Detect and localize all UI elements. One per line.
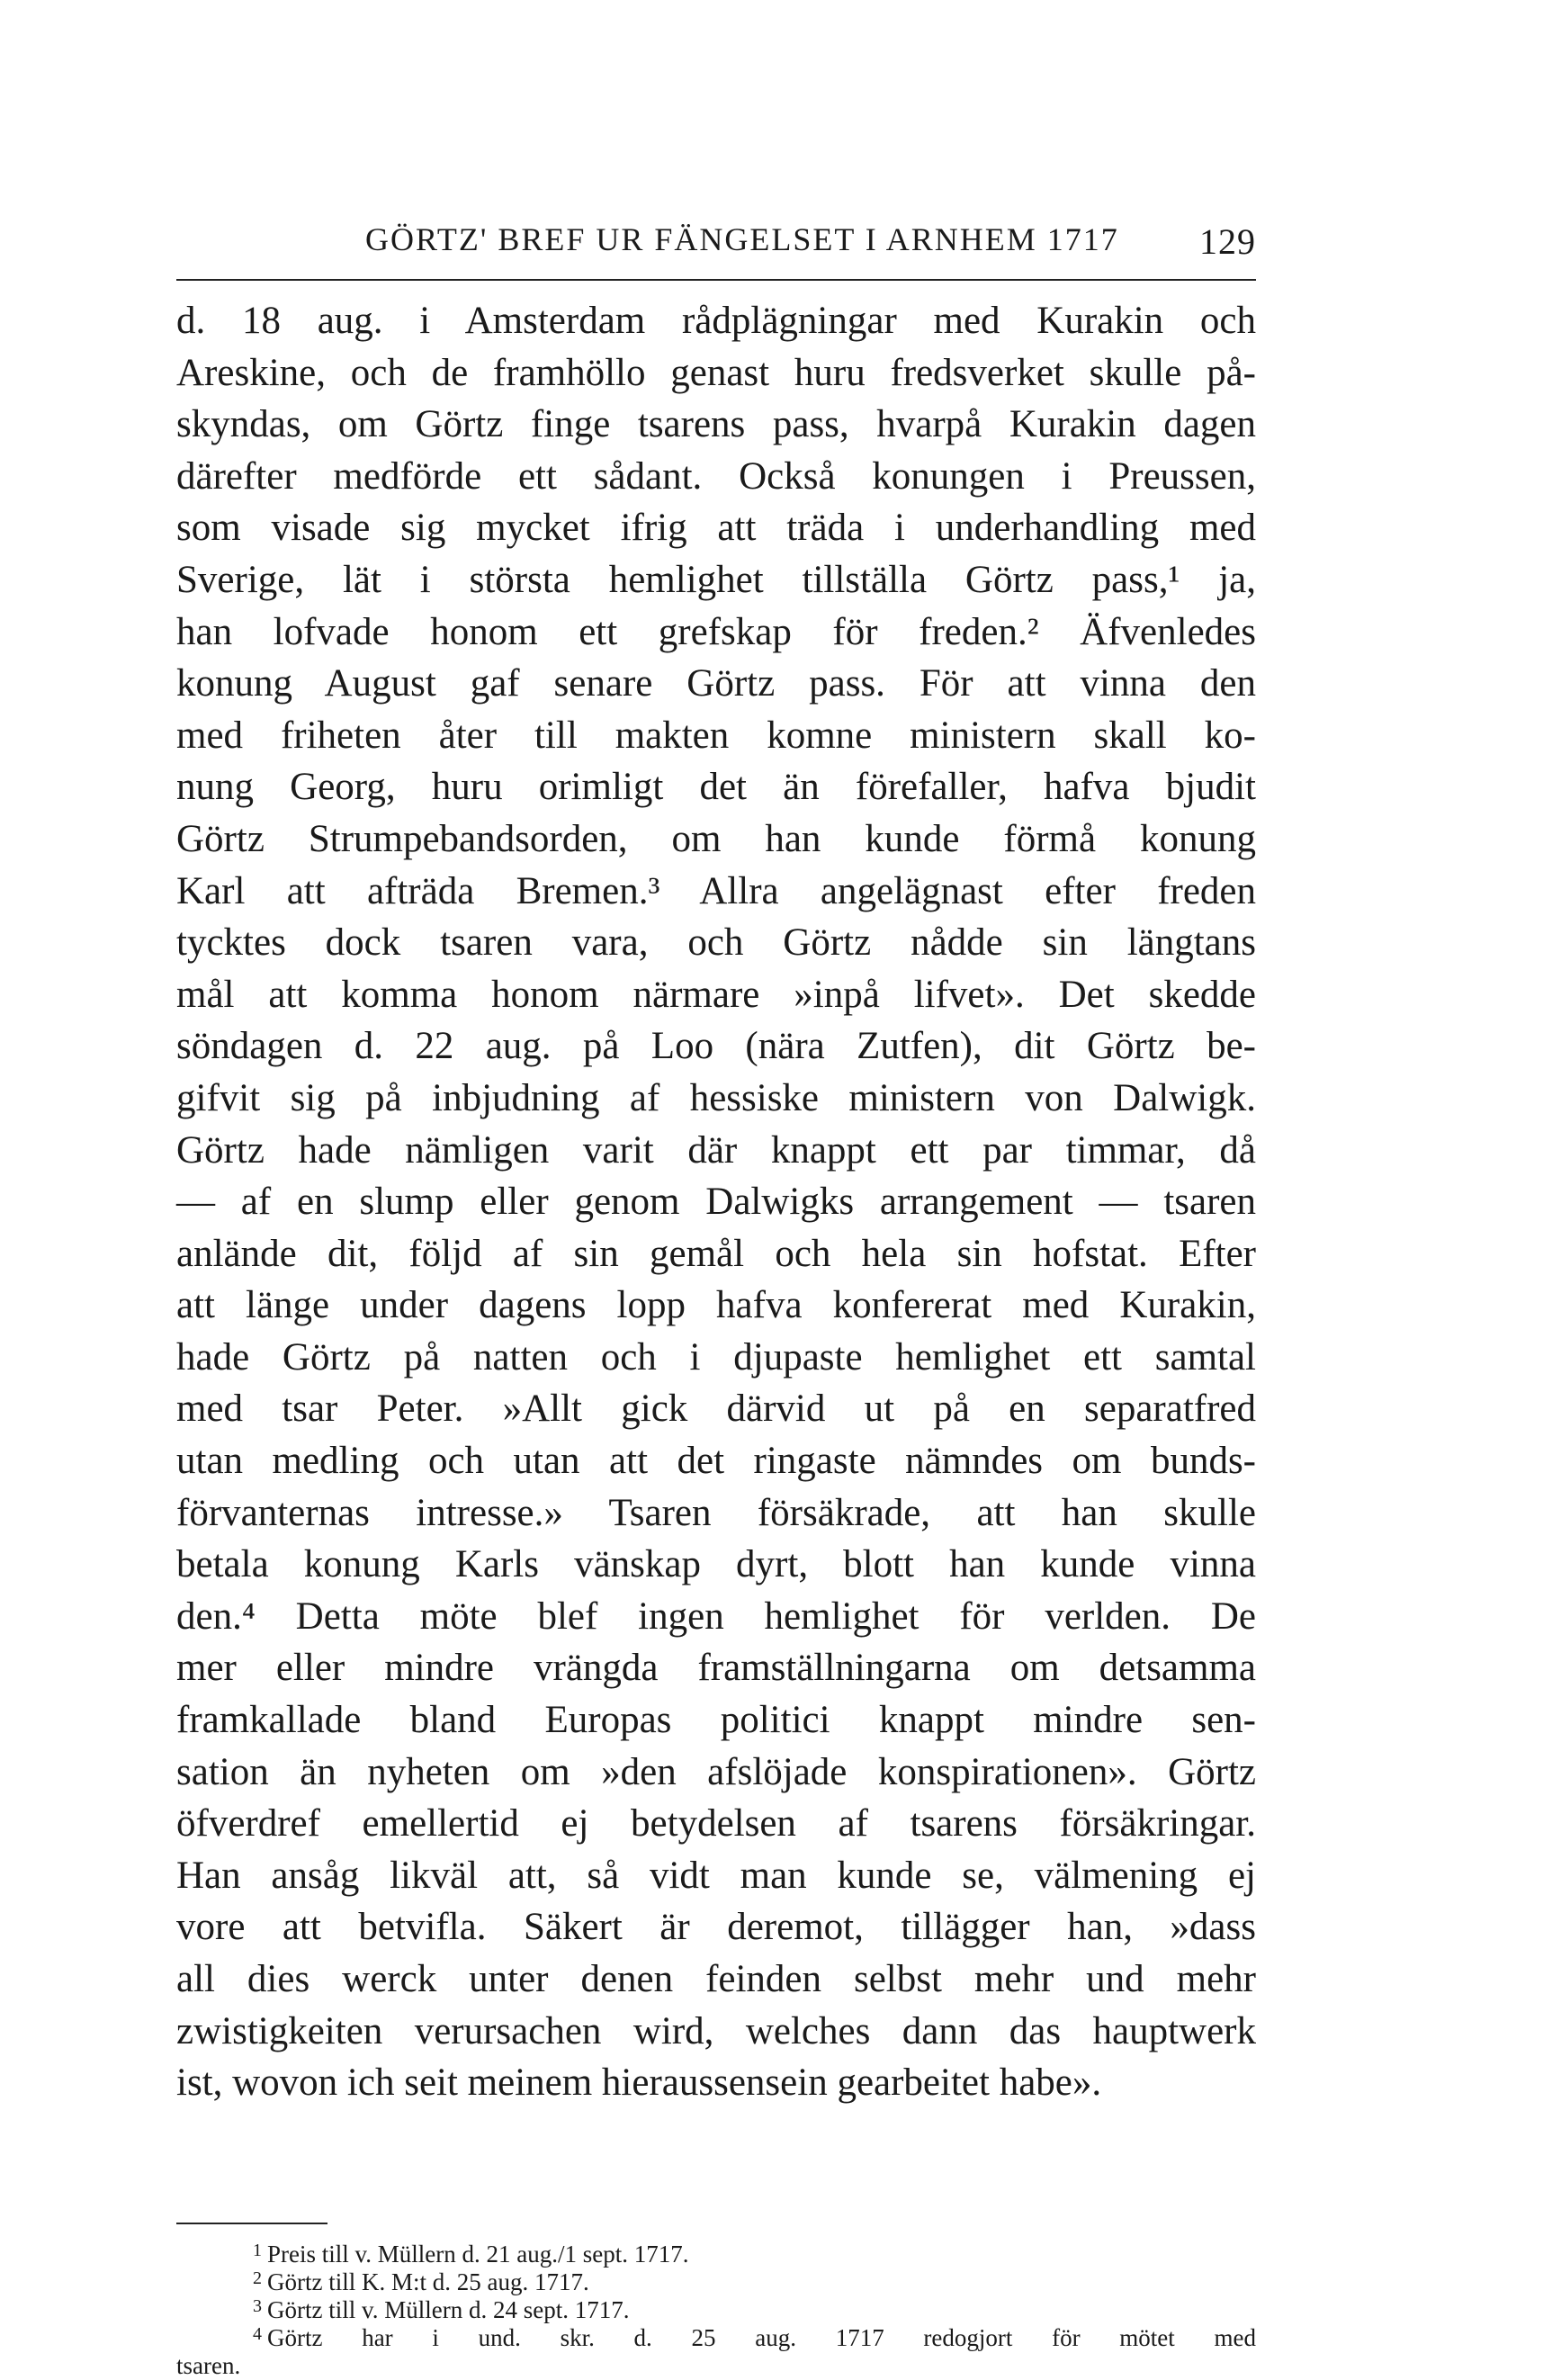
body-line: skyndas, om Görtz finge tsarens pass, hvarpå Kurakin dagen <box>176 403 1256 446</box>
footnote-rule <box>176 2223 327 2224</box>
body-line: söndagen d. 22 aug. på Loo (nära Zutfen), dit Görtz be- <box>176 1025 1256 1068</box>
body-line: mer eller mindre vrängda framställningarna om detsamma <box>176 1647 1256 1690</box>
body-text <box>176 295 1256 2109</box>
body-line: att länge under dagens lopp hafva konfererat med Kurakin, <box>176 1284 1256 1327</box>
body-line: förvanternas intresse.» Tsaren försäkrade, att han skulle <box>176 1491 1256 1534</box>
body-line: Sverige, lät i största hemlighet tillställa Görtz pass,¹ ja, <box>176 558 1256 601</box>
body-line: den.⁴ Detta möte blef ingen hemlighet för verlden. De <box>176 1594 1256 1638</box>
footnote-text: Görtz till K. M:t d. 25 aug. 1717. <box>267 2268 589 2295</box>
running-title: GÖRTZ' BREF UR FÄNGELSET I ARNHEM 1717 <box>365 221 1119 257</box>
body-line: all dies werck unter denen feinden selbst mehr und mehr <box>176 1958 1256 2000</box>
body-line: ist, wovon ich seit meinem hieraussensein gearbeitet habe». <box>176 2061 1102 2105</box>
footnotes <box>176 2241 1256 2380</box>
footnote-4-continuation: tsaren. <box>176 2352 241 2379</box>
body-line: d. 18 aug. i Amsterdam rådplägningar med Kurakin och <box>176 300 1256 342</box>
footnote-text: Preis till v. Müllern d. 21 aug./1 sept. 1717. <box>267 2241 689 2268</box>
body-line: sation än nyheten om »den afslöjade konspirationen». Görtz <box>176 1750 1256 1793</box>
body-line: hade Görtz på natten och i djupaste hemlighet ett samtal <box>176 1335 1256 1379</box>
footnote-marker: 2 <box>253 2268 262 2288</box>
body-line: Karl att afträda Bremen.³ Allra angelägnast efter freden <box>176 869 1256 912</box>
page-number: 129 <box>1199 221 1256 262</box>
footnote-marker: 4 <box>253 2324 262 2344</box>
body-line: nung Georg, huru orimligt det än förefaller, hafva bjudit <box>176 766 1256 809</box>
body-line: konung August gaf senare Görtz pass. För att vinna den <box>176 662 1256 705</box>
body-line: tycktes dock tsaren vara, och Görtz nådde sin längtans <box>176 921 1256 965</box>
body-line: som visade sig mycket ifrig att träda i underhandling med <box>176 507 1256 550</box>
body-line: därefter medförde ett sådant. Också konungen i Preussen, <box>176 454 1256 498</box>
footnote-marker: 3 <box>253 2296 262 2316</box>
footnote-text: Görtz till v. Müllern d. 24 sept. 1717. <box>267 2296 630 2323</box>
body-line: — af en slump eller genom Dalwigks arrangement — tsaren <box>176 1181 1256 1224</box>
body-line: zwistigkeiten verursachen wird, welches dann das hauptwerk <box>176 2009 1256 2052</box>
footnote-text: Görtz har i und. skr. d. 25 aug. 1717 redogjort för mötet med <box>267 2324 1256 2351</box>
body-line: Areskine, och de framhöllo genast huru fredsverket skulle på- <box>176 351 1256 394</box>
body-line: han lofvade honom ett grefskap för freden.² Äfvenledes <box>176 610 1256 653</box>
running-head <box>176 220 1256 267</box>
footnote-3 <box>176 2296 1256 2324</box>
body-line: Görtz Strumpebandsorden, om han kunde förmå konung <box>176 817 1256 860</box>
body-line: öfverdref emellertid ej betydelsen af tsarens försäkringar. <box>176 1802 1256 1846</box>
body-line: Görtz hade nämligen varit där knappt ett par timmar, då <box>176 1128 1256 1172</box>
header-rule <box>176 279 1256 281</box>
body-line: Han ansåg likväl att, så vidt man kunde se, välmening ej <box>176 1854 1256 1897</box>
body-line: vore att betvifla. Säkert är deremot, tillägger han, »dass <box>176 1906 1256 1949</box>
body-line: med tsar Peter. »Allt gick därvid ut på en separatfred <box>176 1388 1256 1431</box>
body-line: betala konung Karls vänskap dyrt, blott han kunde vinna <box>176 1543 1256 1586</box>
footnote-marker: 1 <box>253 2241 262 2260</box>
body-line: mål att komma honom närmare »inpå lifvet». Det skedde <box>176 973 1256 1016</box>
footnote-4 <box>176 2324 1256 2352</box>
footnote-2 <box>176 2268 1256 2296</box>
footnote-1 <box>176 2241 1256 2268</box>
body-line: framkallade bland Europas politici knappt mindre sen- <box>176 1699 1256 1742</box>
body-line: utan medling och utan att det ringaste nämndes om bunds- <box>176 1440 1256 1483</box>
body-line: med friheten åter till makten komne ministern skall ko- <box>176 714 1256 757</box>
body-line: anlände dit, följd af sin gemål och hela sin hofstat. Efter <box>176 1232 1256 1275</box>
body-line: gifvit sig på inbjudning af hessiske ministern von Dalwigk. <box>176 1076 1256 1119</box>
